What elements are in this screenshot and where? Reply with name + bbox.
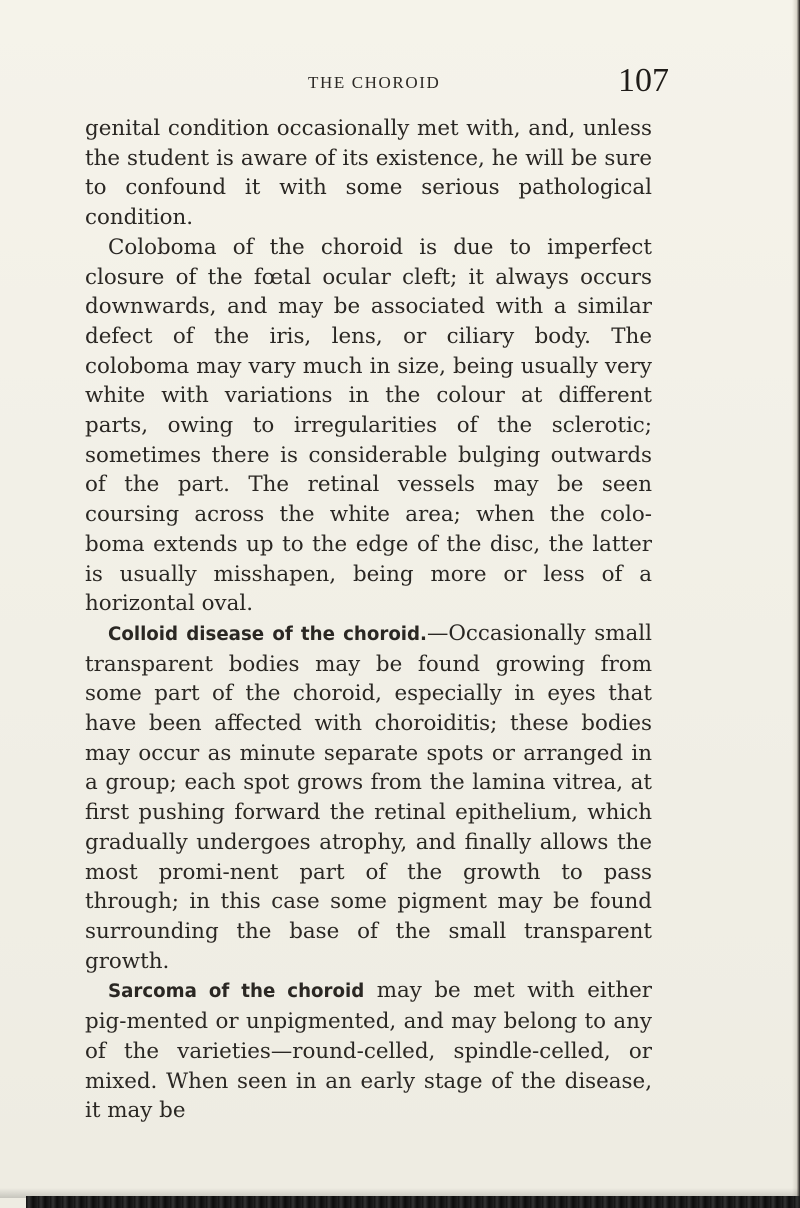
running-title: THE CHOROID: [308, 73, 441, 92]
page-right-edge-shadow: [792, 0, 800, 1208]
page-number: 107: [618, 62, 669, 99]
paragraph-sarcoma: [85, 976, 652, 1126]
paragraph-coloboma: Coloboma of the choroid is due to imperfect closure of the fœtal ocular cleft; it always occurs downwards, and may be associated with a similar defect of the iris, lens, or ciliary body. The coloboma may vary much in size, being usually very white with variations in the colour at different parts, owing to irregularities of the sclerotic; sometimes there is considerable bulging outwards of the part. The retinal vessels may be seen coursing across the white area; when the colo-boma extends up to the edge of the disc, the latter is usually misshapen, being more or less of a horizontal oval.: [85, 234, 652, 617]
paragraph-genital-condition: genital condition occasionally met with, and, unless the student is aware of its existence, he will be sure to confound it with some serious pathological condition.: [85, 116, 652, 231]
page-header: [0, 62, 800, 106]
section-heading-sarcoma: Sarcoma of the choroid: [108, 981, 365, 1003]
scanner-bottom-edge: [26, 1196, 800, 1208]
paragraph-colloid-disease: [85, 619, 652, 976]
body-text: [85, 114, 652, 1126]
paragraph-sarcoma-text: may be met with either pig-mented or unpigmented, and may belong to any of the varieties—round-celled, spindle-celled, or mixed. When seen in an early stage of the disease, it may be: [85, 978, 652, 1124]
section-heading-colloid-disease: Colloid disease of the choroid.: [108, 623, 427, 645]
paragraph-colloid-text: —Occasionally small transparent bodies may be found growing from some part of the choroid, especially in eyes that have been affected with choroiditis; these bodies may occur as minute separate spots or arranged in a group; each spot grows from the lamina vitrea, at first pushing forward the retinal epithelium, which gradually undergoes atrophy, and finally allows the most promi-nent part of the growth to pass through; in this case some pigment may be found surrounding the base of the small transparent growth.: [85, 620, 652, 974]
